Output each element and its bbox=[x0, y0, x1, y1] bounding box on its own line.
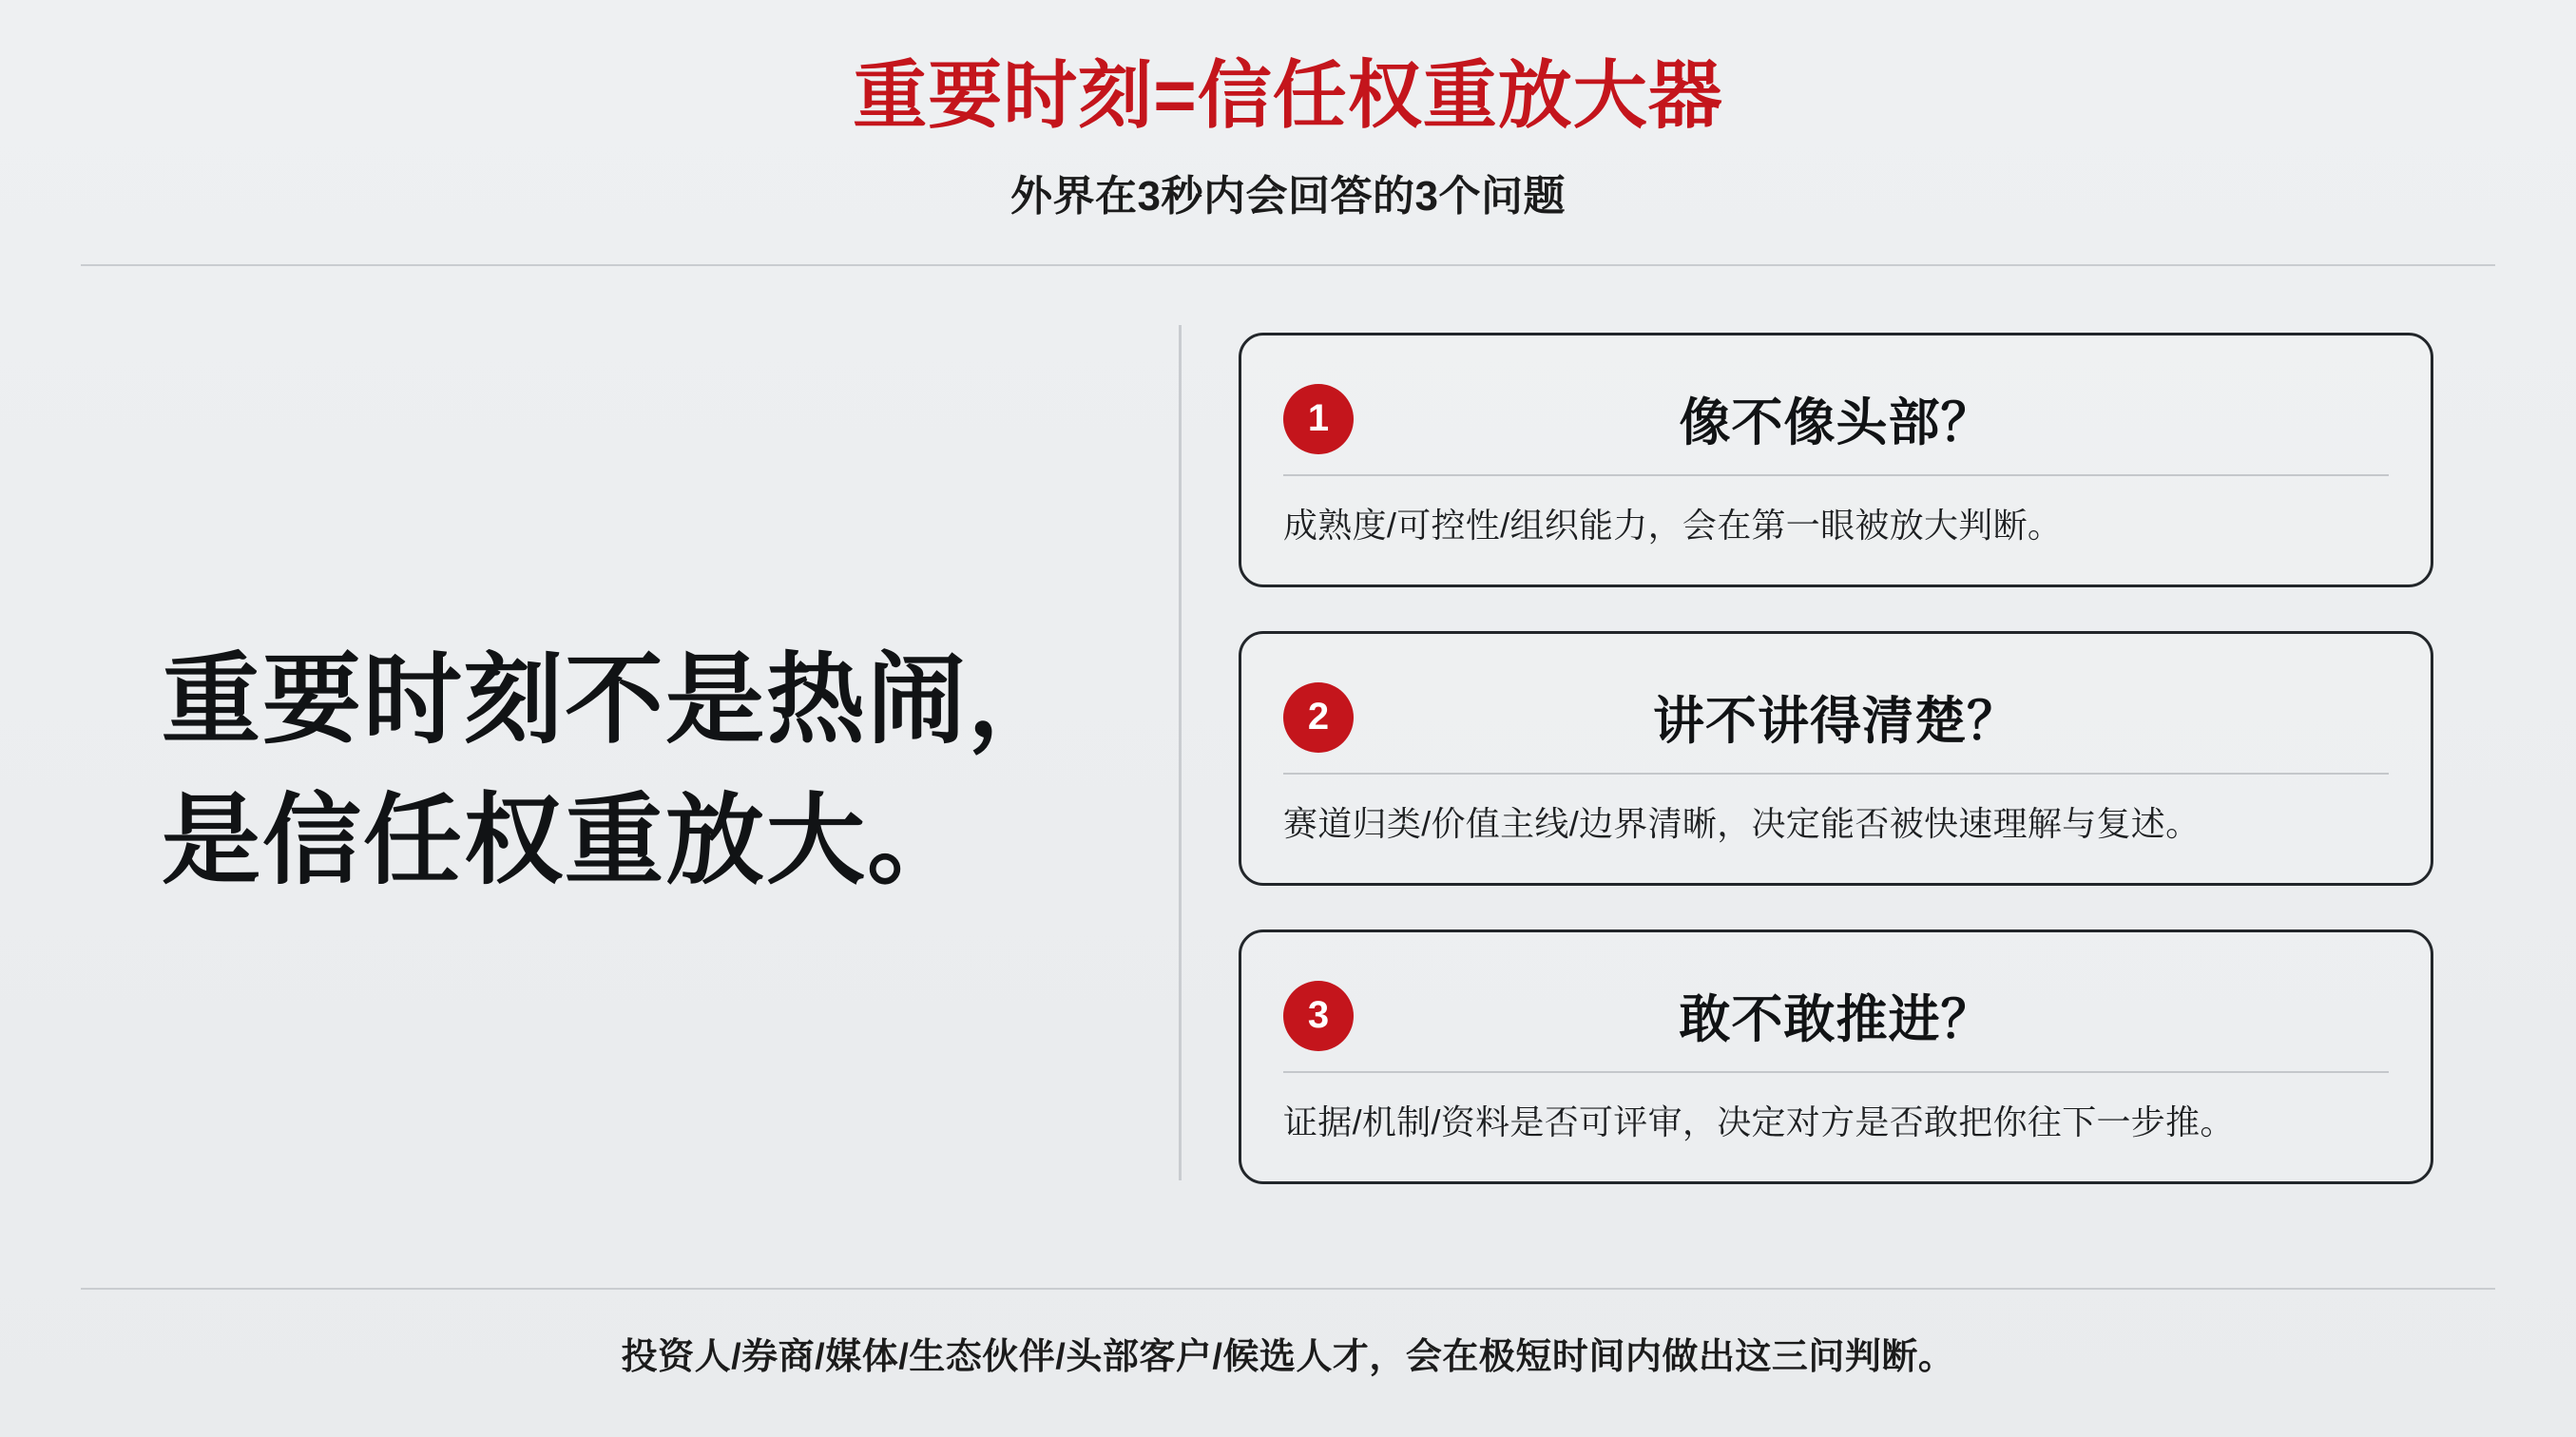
page-subtitle: 外界在3秒内会回答的3个问题 bbox=[1010, 172, 1566, 220]
question-card-list bbox=[1239, 325, 2433, 1218]
card-separator-1 bbox=[1283, 474, 2389, 476]
statement-text bbox=[162, 631, 1068, 911]
divider-bottom bbox=[81, 1288, 2495, 1290]
card-separator-2 bbox=[1283, 773, 2389, 775]
card-title-3: 敢不敢推进？ bbox=[1679, 991, 1993, 1049]
question-card-3 bbox=[1239, 929, 2433, 1184]
question-card-2 bbox=[1239, 631, 2433, 886]
card-number-badge-3: 3 bbox=[1283, 981, 1354, 1051]
card-number-badge-2: 2 bbox=[1283, 682, 1354, 753]
card-title-1: 像不像头部？ bbox=[1679, 394, 1993, 452]
card-header-3 bbox=[1283, 967, 2389, 1065]
card-description-2: 赛道归类/价值主线/边界清晰，决定能否被快速理解与复述。 bbox=[1283, 803, 2201, 843]
divider-top bbox=[81, 264, 2495, 266]
question-card-1 bbox=[1239, 333, 2433, 587]
slide-header bbox=[0, 0, 2576, 222]
slide-body bbox=[0, 325, 2576, 1218]
card-number-badge-1: 1 bbox=[1283, 384, 1354, 454]
card-header-2 bbox=[1283, 668, 2389, 767]
page-title: 重要时刻=信任权重放大器 bbox=[853, 53, 1723, 137]
card-separator-3 bbox=[1283, 1071, 2389, 1073]
card-title-2: 讲不讲得清楚？ bbox=[1653, 693, 2019, 751]
statement-line-1: 重要时刻不是热闹， bbox=[162, 645, 1069, 757]
statement-block bbox=[162, 325, 1150, 1218]
card-description-3: 证据/机制/资料是否可评审，决定对方是否敢把你往下一步推。 bbox=[1283, 1102, 2235, 1141]
divider-vertical bbox=[1179, 325, 1182, 1180]
footer-note: 投资人/券商/媒体/生态伙伴/头部客户/候选人才，会在极短时间内做出这三问判断。 bbox=[621, 1337, 1955, 1377]
card-header-1 bbox=[1283, 370, 2389, 469]
card-description-1: 成熟度/可控性/组织能力，会在第一眼被放大判断。 bbox=[1283, 505, 2063, 545]
statement-line-2: 是信任权重放大。 bbox=[162, 785, 969, 896]
